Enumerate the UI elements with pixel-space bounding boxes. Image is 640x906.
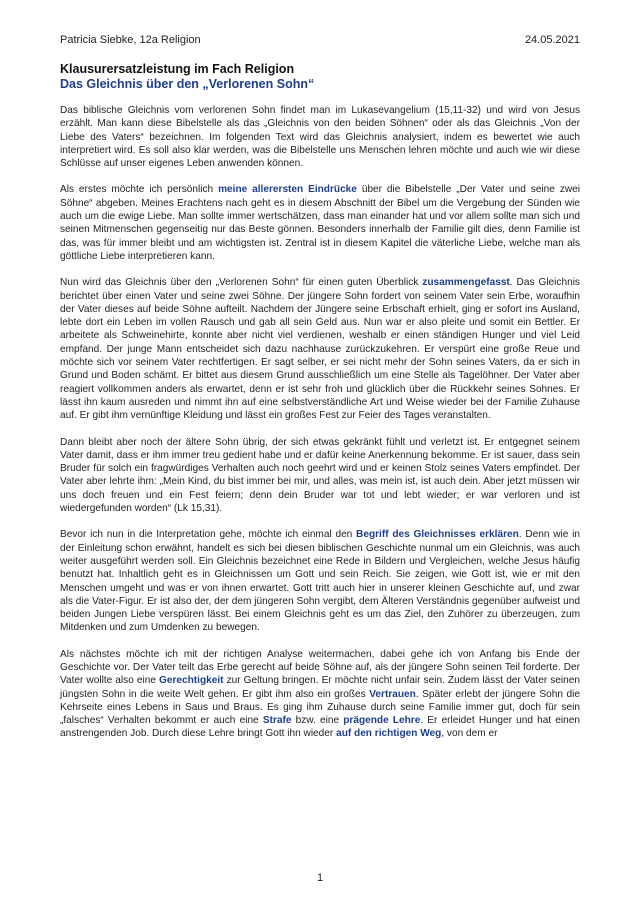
- document-body: [60, 104, 580, 741]
- paragraph-analysis: [60, 648, 580, 741]
- paragraph-older-son: [60, 436, 580, 516]
- author-line: Patricia Siebke, 12a Religion: [60, 34, 201, 46]
- highlighted-term: Gerechtigkeit: [159, 675, 224, 687]
- highlighted-term: Begriff des Gleichnisses erklären: [356, 529, 519, 541]
- text-segment: . Denn wie in der Einleitung schon erwähnt, handelt es sich bei diesen biblischen Geschichte nunmal um ein Gleichnis, was auch weiter ausgeführt werden soll. Ein Gleichnis bezeichnet eine Rede in Bildern und Vergleichen, welche Jesus häufig benutzt hat. Inhaltlich geht es in Gleichnissen um Gott und sein Reich. Sie zeigen, wie Gott ist, wie er mit den Menschen umgeht und was er von ihnen erwartet. Gott tritt auch hier in unserer kleinen Geschichte auf, und zwar als die Vater-Figur. Er ist also der, der dem jüngeren Sohn vergibt, dem Älteren Verständnis gegenüber aufweist und beiden Jungen Liebe verspüren lässt. Bei einem Gleichnis geht es um das Ziel, den Zuhörer zu überzeugen, zum Mitdenken und zum Umdenken zu bewegen.: [60, 529, 580, 634]
- text-segment: über die Bibelstelle „Der Vater und seine zwei Söhne“ abgeben. Meines Erachtens nach geht es in diesem Abschnitt der Bibel um die Vergebung der Sünden wie auch um die ewige Liebe. Man sollte immer wertschätzen, dass man einander hat und vor allem sollte man sich und seinen Mitmenschen gegenseitig nur das Beste gönnen. Besonders innerhalb der Familie gilt dies, denn Familie ist das, was für immer bleibt und am wichtigsten ist. Zentral ist in diesem Kapitel die väterliche Liebe, welche man als göttliche Liebe interpretieren kann.: [60, 184, 581, 262]
- page-number: 1: [316, 872, 324, 884]
- highlighted-term: meine allerersten Eindrücke: [218, 184, 357, 196]
- text-segment: Das biblische Gleichnis vom verlorenen Sohn findet man im Lukasevangelium (15,11-32) und wird von Jesus erzählt. Man kann diese Bibelstelle als das „Gleichnis von den beiden Söhnen“ oder als das Gleichnis „Von der Liebe des Vaters“ bezeichnen. Im folgenden Text wird das Gleichnis analysiert, indem es bewertet wie auch interpretiert wird. Es soll also klar werden, was die Bibelstelle uns Menschen lehren möchte und auch wie wir diese Schlüsse auf unser eigenes Leben anwenden können.: [60, 105, 580, 170]
- paragraph-first-impressions: [60, 183, 580, 263]
- text-segment: Bevor ich nun in die Interpretation gehe, möchte ich einmal den: [60, 529, 357, 541]
- highlighted-term: auf den richtigen Weg: [336, 728, 442, 740]
- highlighted-term: zusammengefasst: [422, 277, 510, 289]
- text-segment: zur Geltung bringen. Er möchte nicht unfair sein. Zudem lässt der Vater seinen jüngsten Sohn in die weite Welt gehen. Er gibt ihm also ein großes: [60, 675, 581, 700]
- text-segment: Dann bleibt aber noch der ältere Sohn übrig, der sich etwas gekränkt fühlt und verletzt ist. Er entgegnet seinem Vater damit, dass er ihm immer treu gedient habe und er dafür keine Anerkennung bekomme. Er ist sauer, dass sein Bruder für solch ein fragwürdiges Verhalten auch noch geehrt wird und er keinen Stolz seines Vaters empfindet. Der Vater aber lehrte ihm: „Mein Kind, du bist immer bei mir, und alles, was mein ist, ist auch dein. Aber jetzt müssen wir uns doch freuen und ein Fest feiern; denn dein Bruder war tot und lebt wieder; er war verloren und ist wiedergefunden worden“ (Lk 15,31).: [60, 436, 580, 515]
- document-title: Klausurersatzleistung im Fach Religion: [60, 62, 295, 76]
- text-segment: Als erstes möchte ich persönlich: [60, 184, 219, 196]
- highlighted-term: Strafe: [262, 715, 292, 727]
- text-segment: Als nächstes möchte ich mit der richtigen Analyse weitermachen, dabei gehe ich von Anfang bis Ende der Geschichte vor. Der Vater teilt das Erbe gerecht auf beide Söhne auf, als der jüngere Sohn seinen Teil forderte. Der Vater wollte also eine: [60, 648, 580, 687]
- paragraph-parable-definition: [60, 528, 580, 634]
- text-segment: Nun wird das Gleichnis über den „Verlorenen Sohn“ für einen guten Überblick: [60, 277, 423, 289]
- text-segment: . Er erleidet Hunger und hat einen anstrengenden Job. Durch diese Lehre bringt Gott ihn wieder: [60, 715, 580, 740]
- page-header: [60, 34, 580, 46]
- highlighted-term: Vertrauen: [369, 688, 416, 700]
- text-segment: , von dem er: [441, 728, 498, 740]
- text-segment: . Das Gleichnis berichtet über einen Vater und seine zwei Söhne. Der jüngere Sohn fordert von seinem Vater sein Erbe, woraufhin der Vater dieses auf beide Söhne aufteilt. Nachdem der Jüngere seine Erbschaft erhielt, ging er sofort ins Ausland, lebte dort ein Leben im vollen Rausch und gab all sein Geld aus. Nun war er also pleite und somit ein Bettler. Er arbeitete als Schweinehirte, konnte aber nicht viel verdienen, weshalb er einen ständigen Hunger und viel Leid empfand. Der junge Mann entscheidet sich dazu nachhause zurückzukehren. Er verspürt eine große Reue und möchte sich vor seinem Vater rechtfertigen. Er sagt selber, er sei nicht mehr der Sohn seines Vaters, da er sich in Grund und Boden schämt. Er bittet aus diesem Grund ausschließlich um eine Stelle als Tagelöhner. Der Vater aber reagiert vollkommen anders als erwartet, denn er ist sehr froh und glücklich über die Rückkehr seines Sohnes. Er lässt ihn kaum ausreden und nimmt ihn auf eine selbstverständliche Art und Weise wieder bei der Familie Zuhause auf. Er gibt ihm vernünftige Kleidung und lässt ein großes Fest zur Feier des Tages veranstalten.: [60, 277, 580, 422]
- date: 24.05.2021: [524, 34, 580, 46]
- paragraph-summary: [60, 276, 580, 422]
- text-segment: . Später erlebt der jüngere Sohn die Kehrseite eines Lebens in Saus und Braus. Es ging ihm Zuhause durch seine Familie immer gut, doch für sein „falsches“ Verhalten bekommt er auch eine: [60, 688, 580, 727]
- document-subtitle: Das Gleichnis über den „Verlorenen Sohn“: [60, 77, 315, 91]
- paragraph-intro: [60, 104, 580, 170]
- highlighted-term: prägende Lehre: [343, 715, 421, 727]
- text-segment: bzw. eine: [291, 715, 344, 727]
